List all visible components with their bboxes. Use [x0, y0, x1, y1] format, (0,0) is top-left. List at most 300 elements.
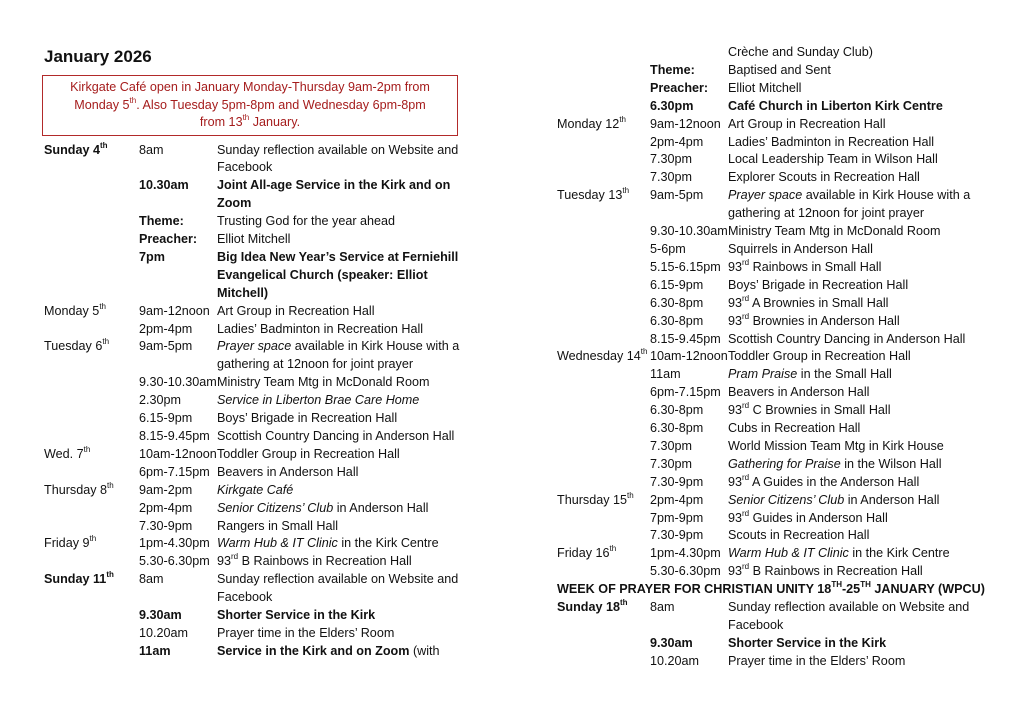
day-label	[44, 625, 139, 643]
event-text: (with	[409, 643, 440, 658]
ordinal-suffix: rd	[742, 472, 750, 482]
event-text: A Guides in the Anderson Hall	[749, 474, 920, 489]
event-name-bold: Service in the Kirk and on Zoom	[217, 643, 410, 658]
event-time: 5-6pm	[650, 241, 686, 256]
event-description	[217, 535, 474, 553]
event-row	[557, 402, 997, 420]
day-label	[44, 374, 139, 392]
ordinal-suffix: TH	[831, 580, 842, 590]
event-row	[557, 295, 997, 313]
event-text: Brownies in Anderson Hall	[749, 313, 900, 328]
day-label	[44, 177, 139, 213]
notice-text: from 13	[199, 115, 243, 129]
day-label	[557, 241, 650, 259]
event-description	[728, 223, 997, 241]
event-time: 10.30am	[139, 178, 189, 193]
event-row	[557, 241, 997, 259]
event-description	[217, 518, 474, 536]
day-label	[44, 553, 139, 571]
day-label	[557, 635, 650, 653]
event-row	[44, 338, 474, 374]
event-description	[728, 187, 997, 223]
event-row	[557, 348, 997, 366]
event-description	[217, 303, 474, 321]
event-description	[217, 410, 474, 428]
event-description	[728, 241, 997, 259]
ordinal-suffix: rd	[231, 552, 239, 562]
event-text: available in Kirk House with a gathering at 12noon for joint prayer	[217, 339, 460, 372]
ordinal-suffix: th	[83, 444, 91, 454]
event-name-italic: Prayer space	[217, 339, 292, 354]
event-description	[728, 510, 997, 528]
notice-text: . Also Tuesday 5pm-8pm and Wednesday 6pm-8pm	[136, 97, 426, 112]
day-label	[557, 116, 650, 134]
event-text: in the Small Hall	[797, 367, 892, 382]
ordinal-suffix: th	[619, 114, 626, 124]
event-description	[728, 169, 997, 187]
day-block	[557, 545, 997, 581]
event-description	[728, 331, 997, 349]
event-row	[557, 384, 997, 402]
ordinal-suffix: th	[129, 95, 137, 105]
ordinal-suffix: rd	[742, 508, 750, 518]
event-description	[728, 563, 997, 581]
event-row	[557, 277, 997, 295]
event-description	[728, 420, 997, 438]
event-time: 6.15-9pm	[139, 411, 193, 426]
event-time: 2.30pm	[139, 393, 182, 408]
event-row	[557, 223, 997, 241]
ordinal-suffix: th	[622, 186, 630, 196]
day-label	[44, 213, 139, 231]
event-row	[44, 142, 474, 178]
day-label	[557, 545, 650, 563]
event-row	[557, 635, 997, 653]
event-text: Scottish Country Dancing in Anderson Hall	[728, 331, 966, 346]
event-time: 9am-2pm	[139, 482, 193, 497]
event-text: Toddler Group in Recreation Hall	[217, 446, 400, 461]
day-label	[557, 151, 650, 169]
event-description	[728, 348, 997, 366]
event-description	[728, 80, 997, 98]
event-time: 10am-12noon	[139, 446, 217, 461]
right-page	[557, 44, 997, 671]
event-row	[44, 428, 474, 446]
event-text: Sunday reflection available on Website and Facebook	[217, 572, 459, 605]
event-text: B Rainbows in Recreation Hall	[749, 564, 923, 579]
day-label	[44, 392, 139, 410]
day-label	[557, 348, 650, 366]
event-description	[728, 402, 997, 420]
event-row	[557, 366, 997, 384]
event-text: Guides in Anderson Hall	[749, 510, 888, 525]
event-time: 5.30-6.30pm	[139, 554, 210, 569]
event-text: Prayer time in the Elders’ Room	[728, 653, 906, 668]
event-description	[217, 213, 474, 231]
event-row	[44, 446, 474, 464]
day-label	[44, 231, 139, 249]
day-label	[44, 321, 139, 339]
day-name: Monday 12	[557, 116, 620, 131]
event-time: 2pm-4pm	[650, 134, 704, 149]
event-row	[557, 44, 997, 62]
event-row	[44, 213, 474, 231]
notice-line	[51, 114, 449, 132]
event-time: 5.15-6.15pm	[650, 259, 721, 274]
event-description	[728, 384, 997, 402]
day-label	[557, 62, 650, 80]
event-row	[44, 249, 474, 303]
event-name-italic: Gathering for Praise	[728, 456, 841, 471]
event-description	[217, 338, 474, 374]
event-time: 6.15-9pm	[650, 277, 704, 292]
event-description	[217, 374, 474, 392]
event-text: Scouts in Recreation Hall	[728, 528, 870, 543]
event-description	[728, 259, 997, 277]
event-description	[728, 653, 997, 671]
event-time: 9.30am	[650, 635, 693, 650]
event-time: 9.30am	[139, 608, 182, 623]
event-time: 8am	[139, 572, 164, 587]
event-description	[728, 492, 997, 510]
event-time: 7.30pm	[650, 152, 693, 167]
day-label	[44, 338, 139, 374]
event-description	[217, 464, 474, 482]
day-block	[557, 187, 997, 348]
ordinal-suffix: th	[106, 570, 114, 580]
event-text: C Brownies in Small Hall	[749, 403, 891, 418]
day-block	[557, 44, 997, 116]
event-time: 9am-5pm	[650, 188, 704, 203]
day-label	[557, 44, 650, 62]
day-label	[557, 277, 650, 295]
event-time: Theme:	[139, 214, 184, 229]
day-name: Thursday 8	[44, 482, 107, 497]
ordinal-suffix: th	[640, 347, 648, 357]
event-description	[217, 643, 474, 661]
event-text: Squirrels in Anderson Hall	[728, 241, 873, 256]
event-text: Local Leadership Team in Wilson Hall	[728, 152, 938, 167]
event-row	[557, 510, 997, 528]
event-row	[557, 653, 997, 671]
day-label	[44, 464, 139, 482]
event-time: 7.30pm	[650, 170, 693, 185]
event-time: 11am	[139, 643, 171, 658]
event-text: Boys’ Brigade in Recreation Hall	[728, 277, 909, 292]
event-time: 7.30-9pm	[650, 474, 704, 489]
event-row	[557, 62, 997, 80]
event-text: in Anderson Hall	[844, 492, 940, 507]
event-text: Rangers in Small Hall	[217, 518, 339, 533]
event-time: 2pm-4pm	[650, 492, 704, 507]
day-label	[557, 366, 650, 384]
event-text: Art Group in Recreation Hall	[728, 116, 886, 131]
day-label	[557, 492, 650, 510]
event-time: 8am	[139, 142, 164, 157]
day-label	[44, 410, 139, 428]
week-banner	[557, 581, 997, 599]
event-time: Preacher:	[139, 232, 198, 247]
event-text: in the Kirk Centre	[848, 546, 950, 561]
event-description	[217, 500, 474, 518]
event-row	[557, 331, 997, 349]
event-text: available in Kirk House with a gathering at 12noon for joint prayer	[728, 188, 971, 221]
event-text: Prayer time in the Elders’ Room	[217, 625, 395, 640]
event-time: 9am-5pm	[139, 339, 193, 354]
event-description	[728, 295, 997, 313]
event-time: 7pm	[139, 249, 165, 264]
event-text: in the Kirk Centre	[337, 536, 439, 551]
event-name-italic: Kirkgate Café	[217, 482, 294, 497]
event-text: Elliot Mitchell	[728, 80, 802, 95]
event-text: Art Group in Recreation Hall	[217, 303, 375, 318]
event-description	[217, 553, 474, 571]
event-row	[44, 177, 474, 213]
day-label	[557, 563, 650, 581]
event-row	[557, 169, 997, 187]
event-time: 6.30-8pm	[650, 295, 704, 310]
event-time: 9am-12noon	[139, 303, 210, 318]
ordinal-suffix: rd	[742, 293, 750, 303]
day-label	[44, 500, 139, 518]
event-text: Ministry Team Mtg in McDonald Room	[217, 375, 430, 390]
event-text: Toddler Group in Recreation Hall	[728, 349, 911, 364]
event-text: Baptised and Sent	[728, 62, 831, 77]
day-name: Sunday 18	[557, 600, 620, 615]
unit-number: 93	[728, 295, 743, 310]
event-description	[728, 62, 997, 80]
event-time: 9.30-10.30am	[650, 224, 728, 239]
event-time: 6.30-8pm	[650, 313, 704, 328]
day-name: Wed. 7	[44, 446, 84, 461]
day-block	[557, 348, 997, 491]
day-label	[557, 402, 650, 420]
schedule-list-left	[44, 142, 474, 661]
day-block	[44, 482, 474, 536]
ordinal-suffix: th	[100, 140, 108, 150]
event-name-italic: Service in Liberton Brae Care Home	[217, 393, 420, 408]
ordinal-suffix: th	[620, 598, 628, 608]
day-label	[44, 571, 139, 607]
event-row	[557, 527, 997, 545]
day-block	[44, 338, 474, 445]
event-description	[728, 635, 997, 653]
event-row	[44, 535, 474, 553]
event-time: 6.30pm	[650, 98, 694, 113]
event-description	[217, 446, 474, 464]
event-text: Ministry Team Mtg in McDonald Room	[728, 224, 941, 239]
event-row	[557, 420, 997, 438]
event-row	[557, 563, 997, 581]
event-description	[728, 599, 997, 635]
cafe-notice	[42, 75, 458, 136]
event-row	[44, 482, 474, 500]
unit-number: 93	[728, 564, 743, 579]
event-row	[44, 464, 474, 482]
event-text: Boys’ Brigade in Recreation Hall	[217, 411, 398, 426]
event-description	[217, 142, 474, 178]
event-text: Rainbows in Small Hall	[749, 259, 882, 274]
event-time: 6.30-8pm	[650, 403, 704, 418]
day-name: Tuesday 6	[44, 339, 103, 354]
event-row	[557, 456, 997, 474]
event-description	[728, 456, 997, 474]
day-label	[557, 134, 650, 152]
banner-text: -25	[841, 582, 861, 597]
event-description	[217, 231, 474, 249]
day-block	[44, 142, 474, 303]
event-name-italic: Warm Hub & IT Clinic	[217, 536, 338, 551]
event-time: 5.30-6.30pm	[650, 564, 721, 579]
event-time: 7.30pm	[650, 438, 693, 453]
event-text: Beavers in Anderson Hall	[217, 464, 359, 479]
event-row	[44, 303, 474, 321]
event-text: Big Idea New Year’s Service at Ferniehill Evangelical Church (speaker: Elliot Mitchell)	[217, 249, 459, 300]
banner-text: JANUARY (WPCU)	[870, 582, 985, 597]
event-row	[557, 599, 997, 635]
event-text: Elliot Mitchell	[217, 232, 291, 247]
event-text: Scottish Country Dancing in Anderson Hall	[217, 429, 455, 443]
event-name-italic: Pram Praise	[728, 367, 798, 382]
event-row	[44, 500, 474, 518]
event-time: 6pm-7.15pm	[139, 464, 210, 479]
day-label	[557, 420, 650, 438]
event-time: Theme:	[650, 62, 695, 77]
ordinal-suffix: rd	[742, 257, 750, 267]
notice-line	[51, 97, 449, 115]
event-name-italic: Senior Citizens’ Club	[728, 492, 845, 507]
event-row	[44, 374, 474, 392]
event-row	[557, 187, 997, 223]
event-name-italic: Prayer space	[728, 188, 803, 203]
event-time: 6.30-8pm	[650, 421, 704, 436]
day-label	[557, 98, 650, 116]
ordinal-suffix: th	[627, 490, 634, 500]
day-label	[44, 142, 139, 178]
event-row	[44, 625, 474, 643]
event-text: Café Church in Liberton Kirk Centre	[728, 98, 943, 113]
event-time: 7.30-9pm	[139, 518, 193, 533]
banner-text: WEEK OF PRAYER FOR CHRISTIAN UNITY 18	[557, 582, 832, 597]
notice-text: Kirkgate Café open in January Monday-Thursday 9am-2pm from	[70, 80, 430, 94]
event-time: 10.20am	[650, 653, 700, 668]
event-time: 10am-12noon	[650, 349, 728, 364]
event-description	[217, 249, 474, 303]
event-row	[44, 553, 474, 571]
event-description	[728, 313, 997, 331]
day-label	[44, 303, 139, 321]
event-row	[44, 607, 474, 625]
day-label	[557, 169, 650, 187]
schedule-list-right	[557, 44, 997, 671]
unit-number: 93	[728, 403, 743, 418]
event-description	[728, 545, 997, 563]
event-row	[44, 643, 474, 661]
event-time: Preacher:	[650, 80, 709, 95]
day-name: Friday 9	[44, 536, 90, 551]
day-block	[44, 446, 474, 482]
day-label	[557, 384, 650, 402]
day-block	[44, 571, 474, 661]
day-block	[557, 116, 997, 188]
event-time: 2pm-4pm	[139, 500, 193, 515]
event-description	[728, 151, 997, 169]
event-description	[217, 482, 474, 500]
ordinal-suffix: th	[89, 534, 97, 544]
ordinal-suffix: rd	[742, 401, 750, 411]
day-label	[557, 527, 650, 545]
event-time: 8.15-9.45pm	[139, 429, 210, 443]
event-text: Cubs in Recreation Hall	[728, 421, 861, 436]
day-block	[44, 535, 474, 571]
event-name-italic: Senior Citizens’ Club	[217, 500, 334, 515]
ordinal-suffix: th	[102, 337, 110, 347]
day-label	[44, 249, 139, 303]
event-description	[728, 366, 997, 384]
event-description	[728, 277, 997, 295]
day-label	[44, 428, 139, 446]
event-text: A Brownies in Small Hall	[749, 295, 889, 310]
event-time: 9am-12noon	[650, 116, 721, 131]
day-name: Friday 16	[557, 546, 610, 561]
day-label	[44, 607, 139, 625]
event-time: 1pm-4.30pm	[650, 546, 721, 561]
ordinal-suffix: rd	[742, 311, 750, 321]
day-label	[557, 438, 650, 456]
event-text: Sunday reflection available on Website and Facebook	[217, 142, 459, 175]
day-label	[557, 259, 650, 277]
event-text: Joint All-age Service in the Kirk and on Zoom	[217, 178, 451, 211]
event-text: Sunday reflection available on Website and Facebook	[728, 600, 970, 632]
event-row	[557, 134, 997, 152]
notice-line	[51, 79, 449, 97]
event-description	[728, 44, 997, 62]
notice-text: January.	[249, 115, 301, 129]
day-label	[557, 474, 650, 492]
event-row	[557, 98, 997, 116]
event-text: Explorer Scouts in Recreation Hall	[728, 170, 920, 185]
event-time: 2pm-4pm	[139, 321, 193, 336]
event-time: 11am	[650, 367, 681, 382]
day-label	[557, 331, 650, 349]
event-description	[728, 438, 997, 456]
event-description	[217, 607, 474, 625]
event-text: B Rainbows in Recreation Hall	[238, 554, 412, 569]
event-time: 7.30pm	[650, 456, 693, 471]
day-label	[557, 313, 650, 331]
event-row	[44, 410, 474, 428]
day-name: Tuesday 13	[557, 188, 623, 203]
event-text: Shorter Service in the Kirk	[217, 608, 376, 623]
event-text: Ladies’ Badminton in Recreation Hall	[217, 321, 424, 336]
ordinal-suffix: th	[107, 480, 114, 490]
event-row	[557, 438, 997, 456]
ordinal-suffix: rd	[742, 562, 750, 572]
day-name: Thursday 15	[557, 492, 628, 507]
day-label	[557, 223, 650, 241]
event-description	[217, 625, 474, 643]
event-time: 7.30-9pm	[650, 528, 704, 543]
event-description	[217, 177, 474, 213]
event-text: Crèche and Sunday Club)	[728, 45, 873, 59]
unit-number: 93	[728, 474, 743, 489]
day-label	[557, 653, 650, 671]
notice-text: Monday 5	[74, 97, 130, 112]
event-text: in Anderson Hall	[333, 500, 429, 515]
ordinal-suffix: TH	[860, 580, 871, 590]
unit-number: 93	[728, 259, 743, 274]
event-time: 8am	[650, 600, 675, 615]
